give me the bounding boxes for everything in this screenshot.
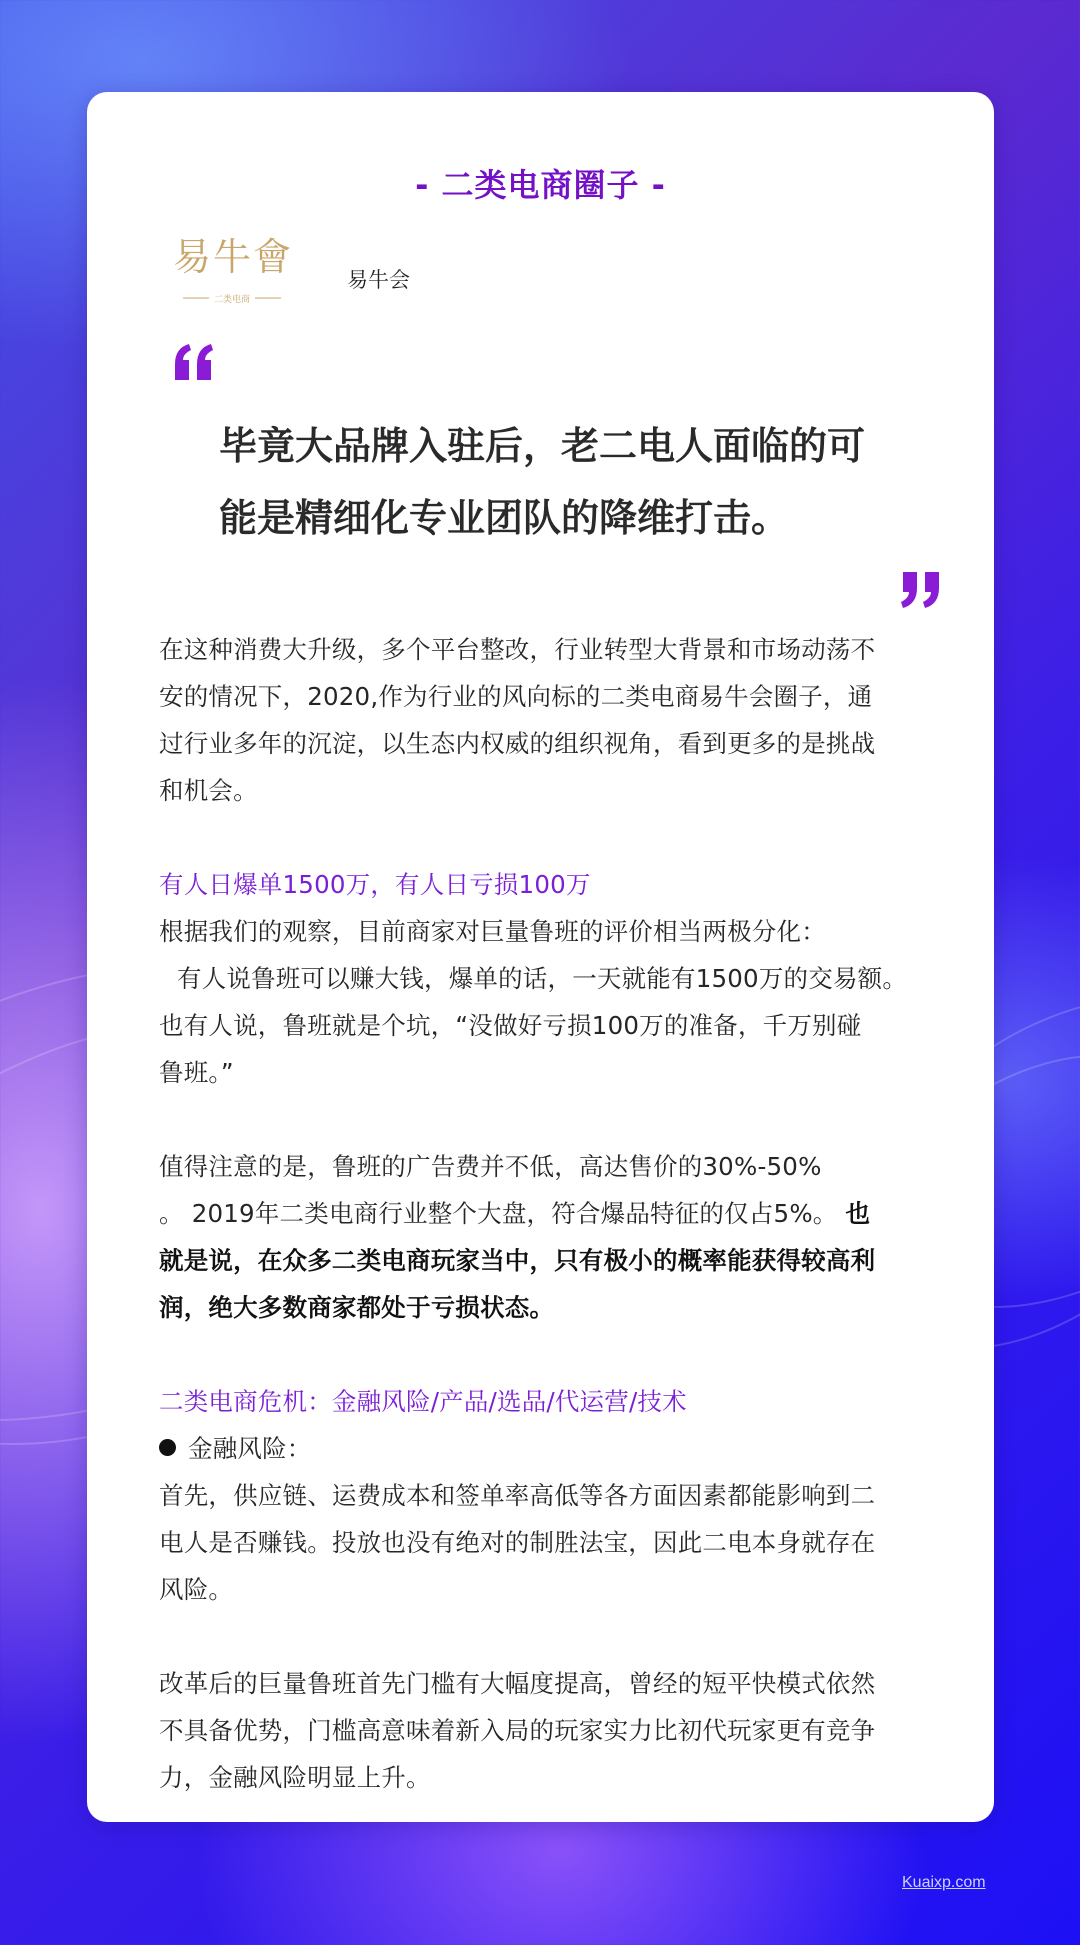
bullet-icon [159, 1439, 176, 1456]
watermark-link[interactable]: Kuaixp.com [902, 1874, 986, 1891]
article-body [159, 626, 939, 1801]
logo-char-1: 易 [173, 235, 212, 279]
body-line: 首先，供应链、运费成本和签单率高低等各方面因素都能影响到二 [159, 1481, 876, 1510]
body-line: 力，金融风险明显上升。 [159, 1763, 431, 1792]
body-line: 风险。 [159, 1575, 234, 1604]
body-line: 不具备优势，门槛高意味着新入局的玩家实力比初代玩家更有竞争 [159, 1716, 876, 1745]
body-line: 根据我们的观察，目前商家对巨量鲁班的评价相当两极分化： [159, 917, 826, 946]
logo-subtitle: 二类电商 [213, 295, 251, 305]
body-line [159, 1190, 939, 1237]
yiniuhui-logo-icon [171, 218, 293, 308]
pull-quote [219, 410, 899, 554]
section-heading: 二类电商危机：金融风险/产品/选品/代运营/技术 [159, 1387, 687, 1416]
author-name: 易牛会 [347, 268, 410, 292]
emphasis-text: 也 [845, 1199, 871, 1228]
article-card [87, 92, 994, 1822]
pull-quote-line: 毕竟大品牌入驻后，老二电人面临的可 [219, 424, 866, 468]
body-line: 也有人说，鲁班就是个坑，“没做好亏损100万的准备，千万别碰 [159, 1011, 862, 1040]
body-line: 电人是否赚钱。投放也没有绝对的制胜法宝，因此二电本身就存在 [159, 1528, 876, 1557]
section-heading: 有人日爆单1500万，有人日亏损100万 [159, 870, 591, 899]
emphasis-line: 润，绝大多数商家都处于亏损状态。 [159, 1293, 555, 1322]
open-quote-icon [171, 342, 215, 382]
body-line: 和机会。 [159, 776, 258, 805]
body-line: 鲁班。” [159, 1058, 234, 1087]
body-line: 有人说鲁班可以赚大钱，爆单的话，一天就能有1500万的交易额。 [177, 964, 908, 993]
body-text-span: 。 2019年二类电商行业整个大盘，符合爆品特征的仅占5%。 [159, 1199, 846, 1228]
page-title: - 二类电商圈子 - [415, 166, 666, 204]
bullet-label: 金融风险： [188, 1434, 312, 1463]
body-line: 安的情况下，2020,作为行业的风向标的二类电商易牛会圈子，通 [159, 682, 873, 711]
body-line: 过行业多年的沉淀，以生态内权威的组织视角，看到更多的是挑战 [159, 729, 876, 758]
bullet-item [159, 1425, 939, 1472]
close-quote-icon [899, 570, 943, 610]
logo-char-3: 會 [253, 235, 292, 279]
emphasis-line: 就是说，在众多二类电商玩家当中，只有极小的概率能获得较高利 [159, 1246, 876, 1275]
body-line: 改革后的巨量鲁班首先门槛有大幅度提高，曾经的短平快模式依然 [159, 1669, 876, 1698]
pull-quote-line: 能是精细化专业团队的降维打击。 [219, 496, 790, 540]
logo-char-2: 牛 [213, 235, 252, 279]
body-line: 值得注意的是，鲁班的广告费并不低，高达售价的30%-50% [159, 1152, 822, 1181]
body-line: 在这种消费大升级，多个平台整改，行业转型大背景和市场动荡不 [159, 635, 876, 664]
